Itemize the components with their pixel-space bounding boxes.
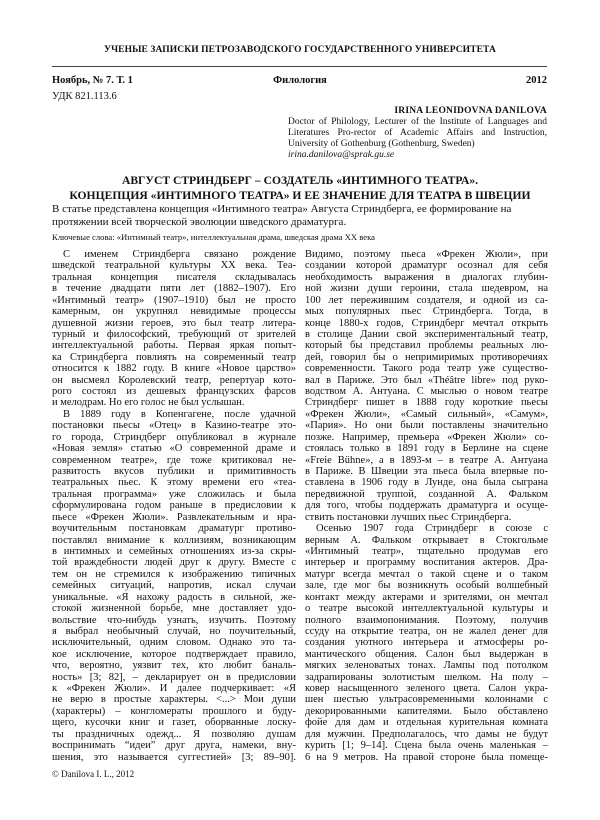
text-line: конце 1880-х годов, Стриндберг мечтал открыть bbox=[305, 317, 548, 329]
title-line: АВГУСТ СТРИНДБЕРГ – СОЗДАТЕЛЬ «ИНТИМНОГО ТЕАТРА». bbox=[121, 174, 479, 187]
text-line: дей, говорил бы о непримиримых противоречиях bbox=[305, 351, 548, 363]
text-line: камерным, он укрупнял невидимые процессы bbox=[52, 306, 296, 318]
text-line: 6 на 9 метров. На правой стороне была помеще- bbox=[305, 751, 548, 763]
text-line: водством А. Антуана. С мыслью о новом театре bbox=[305, 386, 548, 398]
text-line: Видимо, поэтому пьеса «Фрекен Жюли», при bbox=[305, 249, 548, 260]
text-line: «Пария». Но они были поставлены значительно bbox=[305, 420, 548, 432]
text-line: ка Стриндберга повлиять на современный театр bbox=[52, 351, 296, 363]
text-line: он высмеял Королевский театр, репертуар кото- bbox=[52, 374, 296, 386]
text-line: В 1889 году в Копенгагене, после удачной bbox=[63, 408, 296, 420]
copyright: © Danilova I. L., 2012 bbox=[52, 769, 135, 779]
affiliation-line: University of Gothenburg (Gothenburg, Sweden) bbox=[288, 139, 475, 149]
text-line: Стриндберг пишет в 1888 году короткие пьесы bbox=[305, 397, 548, 409]
text-line: «Фрекен Жюли», «Самый сильный», «Самум», bbox=[305, 408, 548, 420]
text-line: исключительный, одним словом. Однако это та- bbox=[52, 637, 296, 649]
text-line: для того, чтобы поддержать драматурга и осуще- bbox=[305, 500, 548, 512]
text-line: который бы представил проблемы реальных лю- bbox=[305, 340, 548, 352]
author-affiliation bbox=[288, 117, 547, 161]
text-line: верным А. Фальком открывает в Стокгольме bbox=[305, 534, 548, 546]
text-line: «Интимный театр» (1907–1910) был не просто bbox=[52, 294, 296, 306]
header-rule bbox=[52, 66, 547, 67]
section-name: Филология bbox=[273, 75, 327, 86]
author-name: IRINA LEONIDOVNA DANILOVA bbox=[394, 106, 547, 116]
title-line: КОНЦЕПЦИЯ «ИНТИМНОГО ТЕАТРА» И ЕЕ ЗНАЧЕНИЕ ДЛЯ ТЕАТРА В ШВЕЦИИ bbox=[69, 189, 531, 202]
text-line: в интимных и семейных отношениях из-за скры- bbox=[52, 545, 296, 557]
text-line: шведской театральной культуры XX века. Теа- bbox=[52, 260, 296, 272]
text-line: воучительным постановкам драматург противо- bbox=[52, 523, 296, 535]
text-line: ность» [3; 82], – декларирует он в предисловии bbox=[52, 671, 296, 683]
text-line: «Интимный театр», тщательно продумав его bbox=[305, 545, 548, 557]
text-line: вал в Париже. Это был «Théâtre libre» под руко- bbox=[305, 374, 548, 386]
text-line: воспринимать “идеи” друг друга, намеки, вну- bbox=[52, 740, 296, 752]
text-line: в столице Дании свой экспериментальный театр, bbox=[305, 328, 548, 340]
text-line: для мужчин. Предполагалось, что дамы не будут bbox=[305, 728, 548, 740]
author-email[interactable]: irina.danilova@sprak.gu.se bbox=[288, 150, 395, 160]
udc-code: УДК 821.113.6 bbox=[52, 91, 117, 102]
keywords: Ключевые слова: «Интимный театр», интеллектуальная драма, шведская драма XX века bbox=[52, 232, 375, 242]
text-line: ты праздничных одежд... Я позволяю душам bbox=[52, 728, 296, 740]
text-line: ссуду на открытие театра, он не жалел денег для bbox=[305, 625, 548, 637]
text-line: сформулирована годом раньше в предисловии к bbox=[52, 500, 296, 512]
text-line: Осенью 1907 года Стриндберг в союзе с bbox=[316, 523, 548, 535]
text-line: поставлял внимание к коллизиям, возникающим bbox=[52, 534, 296, 546]
text-line: мягких зеленоватых тонах. Лампы под потолком bbox=[305, 660, 548, 672]
text-line: декорированными капителями. Было обставлено bbox=[305, 705, 548, 717]
text-line: современном театре», где тоже критиковал не- bbox=[52, 454, 296, 466]
journal-title: УЧЕНЫЕ ЗАПИСКИ ПЕТРОЗАВОДСКОГО ГОСУДАРСТВЕННОГО УНИВЕРСИТЕТА bbox=[104, 45, 496, 55]
text-line: создании которой драматург осознал для себя bbox=[305, 260, 548, 272]
issue-year: 2012 bbox=[526, 75, 547, 86]
text-line: шения, это называется суггестией» [3; 89–90]. bbox=[52, 751, 296, 763]
text-line: постановки пьесы «Отец» в Казино-театре это- bbox=[52, 420, 296, 432]
text-line: что, вероятно, уязвит тех, кто любит баналь- bbox=[52, 660, 296, 672]
text-line: щего, кусочки книг и газет, оборванные лоску- bbox=[52, 717, 296, 729]
text-line: стоялась только в 1891 году в Берлине на сцене bbox=[305, 443, 548, 455]
text-line: тральная концепция писателя складывалась bbox=[52, 271, 296, 283]
affiliation-line: Literatures Pro-rector of Academic Affairs and Instruction, bbox=[288, 128, 547, 138]
text-line: ковер насыщенного зеленого цвета. Салон укра- bbox=[305, 683, 548, 695]
text-line: «Freie Bühne», а в 1893-м – в театре А. Антуана bbox=[305, 454, 548, 466]
text-line: задрапированы золотистым шелком. На полу – bbox=[305, 671, 548, 683]
text-line: вольствие что-нибудь узнать, изучить. Поэтому bbox=[52, 614, 296, 626]
text-line: ставлена в 1906 году в Лунде, она была сыграна bbox=[305, 477, 548, 489]
text-line: 100 лет пережившим создателя, и одной из са- bbox=[305, 294, 548, 306]
text-line: я выбрал необычный случай, но поучительный, bbox=[52, 625, 296, 637]
text-line: С именем Стриндберга связано рождение bbox=[63, 249, 296, 260]
text-line: тральная программа» уже сложилась и была bbox=[52, 488, 296, 500]
text-line: матург всегда мечтал о такой сцене и о таком bbox=[305, 568, 548, 580]
text-line: зале, где мог бы возникнуть особый волшебный bbox=[305, 580, 548, 592]
text-line: создания уютного интерьера и атмосферы ро- bbox=[305, 637, 548, 649]
text-line: мантического общения. Салон был выдержан в bbox=[305, 648, 548, 660]
article-title bbox=[0, 173, 600, 203]
text-line: позже. Например, премьера «Фрекен Жюли» со- bbox=[305, 431, 548, 443]
text-line: относится к 1882 году. В книге «Новое царство» bbox=[52, 363, 296, 375]
body-column-right bbox=[305, 249, 548, 763]
text-line: пьесе «Фрекен Жюли». Развлекательным и нра- bbox=[52, 511, 296, 523]
body-column-left bbox=[52, 249, 296, 763]
text-line: душевной жизни героев, это был театр литера- bbox=[52, 317, 296, 329]
text-line: кое исключение, которое подтверждает правило, bbox=[52, 648, 296, 660]
text-line: о театре высокой интеллектуальной культуры и bbox=[305, 603, 548, 615]
text-line: интеллектуальной работы. Первая яркая попыт- bbox=[52, 340, 296, 352]
text-line: современности. Такого рода театр уже существо- bbox=[305, 363, 548, 375]
text-line: турный и философский, требующий от зрителей bbox=[52, 328, 296, 340]
text-line: ствить постановки лучших пьес Стриндберга. bbox=[305, 511, 512, 523]
text-line: рого состоял из дешевых французских фарсов bbox=[52, 386, 296, 398]
text-line: передвижной труппой, созданной А. Фальком bbox=[305, 488, 548, 500]
text-line: семейных ситуаций, напротив, искал случаи bbox=[52, 580, 296, 592]
text-line: мых популярных пьес Стриндберга. Тогда, в bbox=[305, 306, 548, 318]
abstract: В статье представлена концепция «Интимного театра» Августа Стриндберга, ее формирование на протяжении всей творческой эволюции шведского драматурга. bbox=[52, 203, 512, 228]
text-line: (характеры) – конгломераты прошлого и буду- bbox=[52, 705, 296, 717]
text-line: и мелодрам. Но его голос не был услышан. bbox=[52, 397, 245, 409]
text-line: ной жизни души героини, стала шедевром, на bbox=[305, 283, 548, 295]
text-line: не верю в простые характеры. <...> Мои души bbox=[52, 694, 296, 706]
text-line: контакт между актерами и зрителями, он мечтал bbox=[305, 591, 548, 603]
text-line: в Париже. В Швеции эта пьеса была впервые по- bbox=[305, 466, 548, 478]
text-line: фойе для дам и отдельная курительная комната bbox=[305, 717, 548, 729]
text-line: необходимость выражения в диалогах глубин- bbox=[305, 271, 548, 283]
text-line: курить [1; 9–14]. Сцена была очень маленькая – bbox=[305, 740, 548, 752]
text-line: шен шестью ультрасовременными колоннами с bbox=[305, 694, 548, 706]
text-line: театральных пьес. К этому времени его «теа- bbox=[52, 477, 296, 489]
affiliation-line: Doctor of Philology, Lecturer of the Institute of Languages and bbox=[288, 117, 547, 127]
text-line: стокой жизненной борьбе, мне доставляет удо- bbox=[52, 603, 296, 615]
text-line: в течение двадцати пяти лет (1882–1907). Его bbox=[52, 283, 296, 295]
issue-info: Ноябрь, № 7. Т. 1 bbox=[52, 75, 133, 86]
text-line: уникальные. «Я нахожу радость в сильной, же- bbox=[52, 591, 296, 603]
text-line: той враждебности людей друг к другу. Вместе с bbox=[52, 557, 296, 569]
text-line: к «Фрекен Жюли». И далее подчеркивает: «Я bbox=[52, 683, 296, 695]
text-line: полного взаимопонимания. Поэтому, получив bbox=[305, 614, 548, 626]
text-line: «Новая земля» статью «О современной драме и bbox=[52, 443, 296, 455]
text-line: тем он не стремился к изображению типичных bbox=[52, 568, 296, 580]
text-line: интерьер и программу воспитания актеров. Дра- bbox=[305, 557, 548, 569]
text-line: развитость вкусов публики и примитивность bbox=[52, 466, 296, 478]
text-line: го города, Стриндберг опубликовал в журнале bbox=[52, 431, 296, 443]
